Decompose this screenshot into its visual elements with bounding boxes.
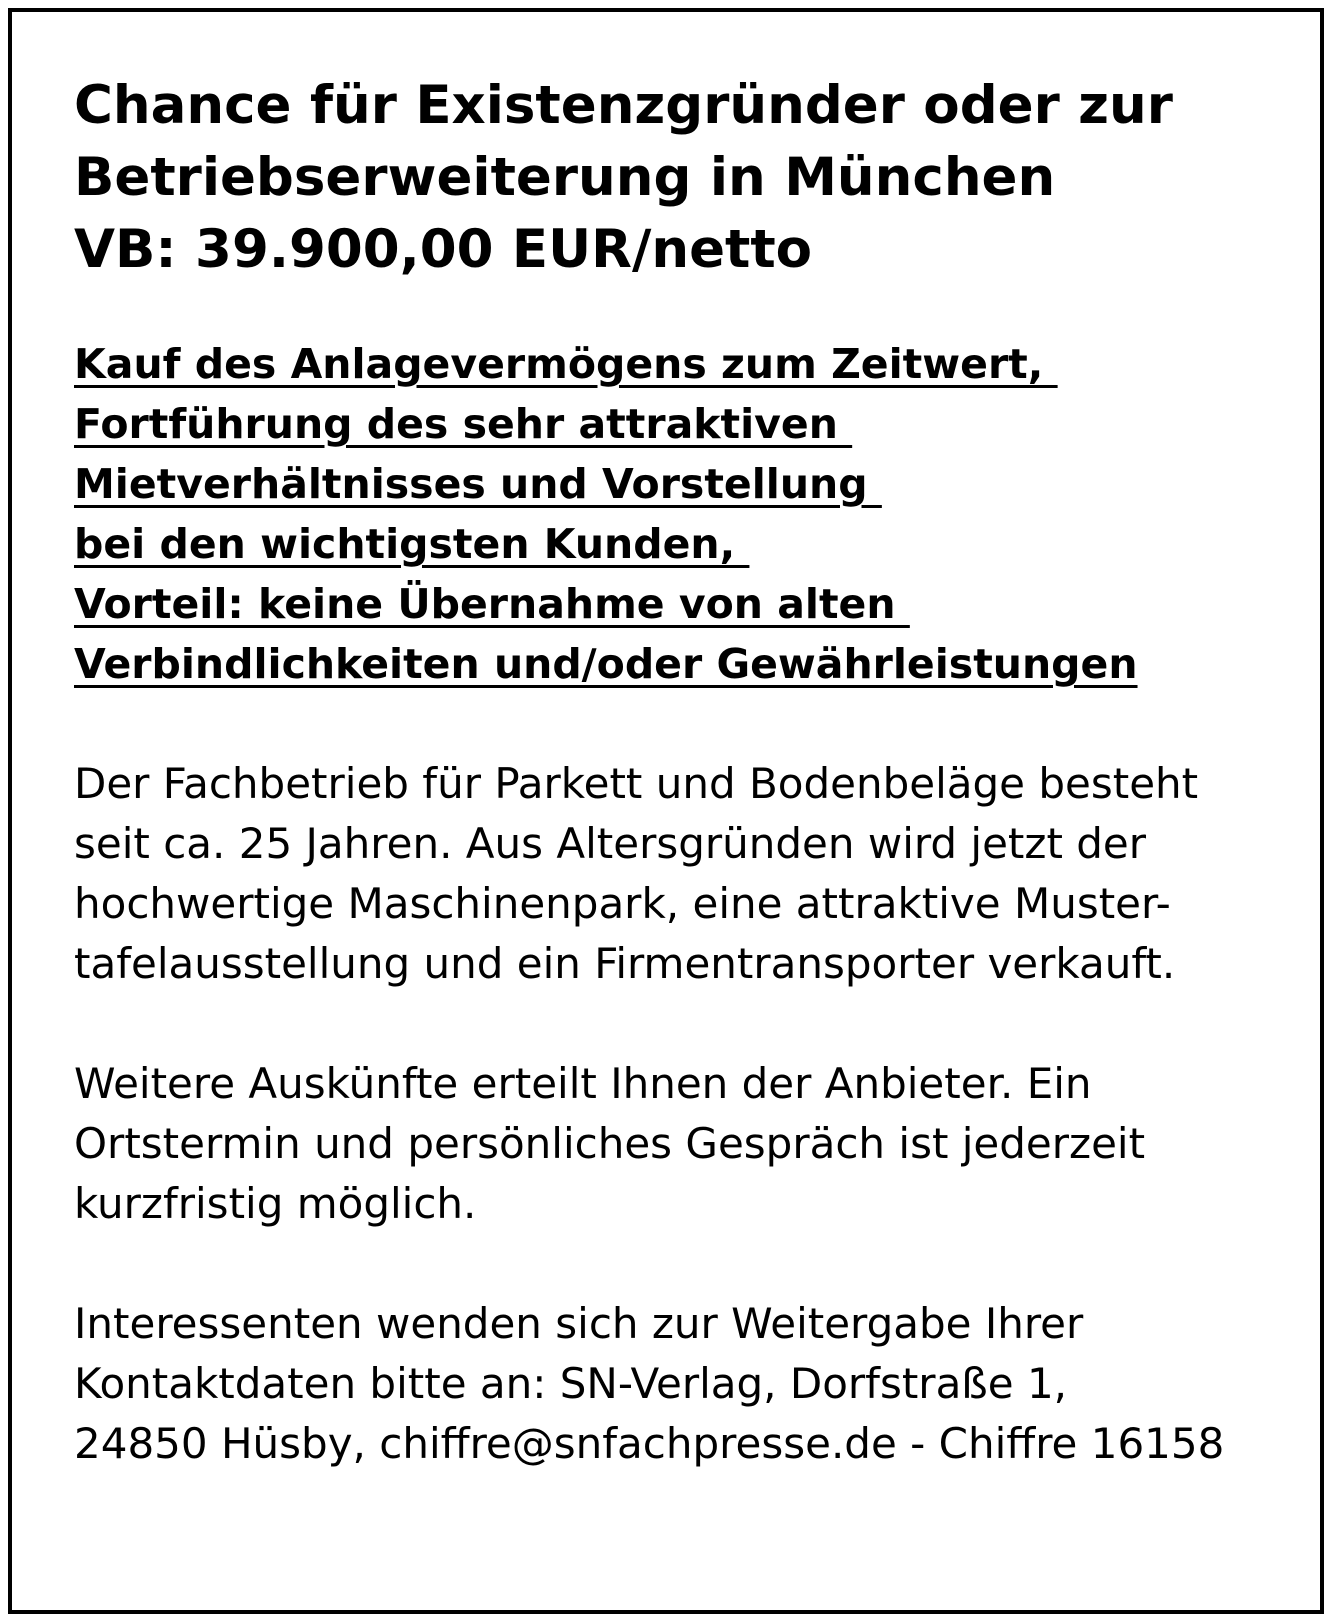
headline-line: Chance für Existenzgründer oder zur [74, 75, 1173, 136]
description-line: hochwertige Maschinenpark, eine attraktive Muster- [74, 879, 1171, 928]
info-line: kurzfristig möglich. [74, 1179, 477, 1228]
offer-line-text: Mietverhältnisses und Vorstellung [74, 460, 882, 508]
offer-line [74, 514, 1284, 574]
offer-line [74, 574, 1284, 634]
ad-content [74, 70, 1284, 1474]
info-line: Ortstermin und persönliches Gespräch ist jederzeit [74, 1119, 1146, 1168]
description-line: seit ca. 25 Jahren. Aus Altersgründen wird jetzt der [74, 819, 1147, 868]
further-info [74, 1054, 1284, 1234]
business-description [74, 754, 1284, 994]
contact-address-line: 24850 Hüsby, chiffre@snfachpresse.de - Chiffre 16158 [74, 1419, 1225, 1468]
offer-line-text: Verbindlichkeiten und/oder Gewährleistungen [74, 640, 1138, 688]
offer-line-text: Vorteil: keine Übernahme von alten [74, 580, 910, 628]
offer-line [74, 334, 1284, 394]
classified-ad-frame [8, 8, 1324, 1614]
offer-line-text: Fortführung des sehr attraktiven [74, 400, 853, 448]
ad-headline [74, 70, 1284, 286]
offer-line-text: Kauf des Anlagevermögens zum Zeitwert, [74, 340, 1058, 388]
offer-line [74, 454, 1284, 514]
contact-line: Kontaktdaten bitte an: SN-Verlag, Dorfstraße 1, [74, 1359, 1068, 1408]
offer-line [74, 394, 1284, 454]
offer-line [74, 634, 1284, 694]
info-line: Weitere Auskünfte erteilt Ihnen der Anbieter. Ein [74, 1059, 1092, 1108]
contact-info [74, 1294, 1284, 1474]
headline-line: Betriebserweiterung in München [74, 147, 1056, 208]
description-line: tafelausstellung und ein Firmentransporter verkauft. [74, 939, 1176, 988]
ad-offer-summary [74, 334, 1284, 694]
contact-line: Interessenten wenden sich zur Weitergabe Ihrer [74, 1299, 1084, 1348]
description-line: Der Fachbetrieb für Parkett und Bodenbeläge besteht [74, 759, 1199, 808]
offer-line-text: bei den wichtigsten Kunden, [74, 520, 750, 568]
headline-price-line: VB: 39.900,00 EUR/netto [74, 219, 813, 280]
